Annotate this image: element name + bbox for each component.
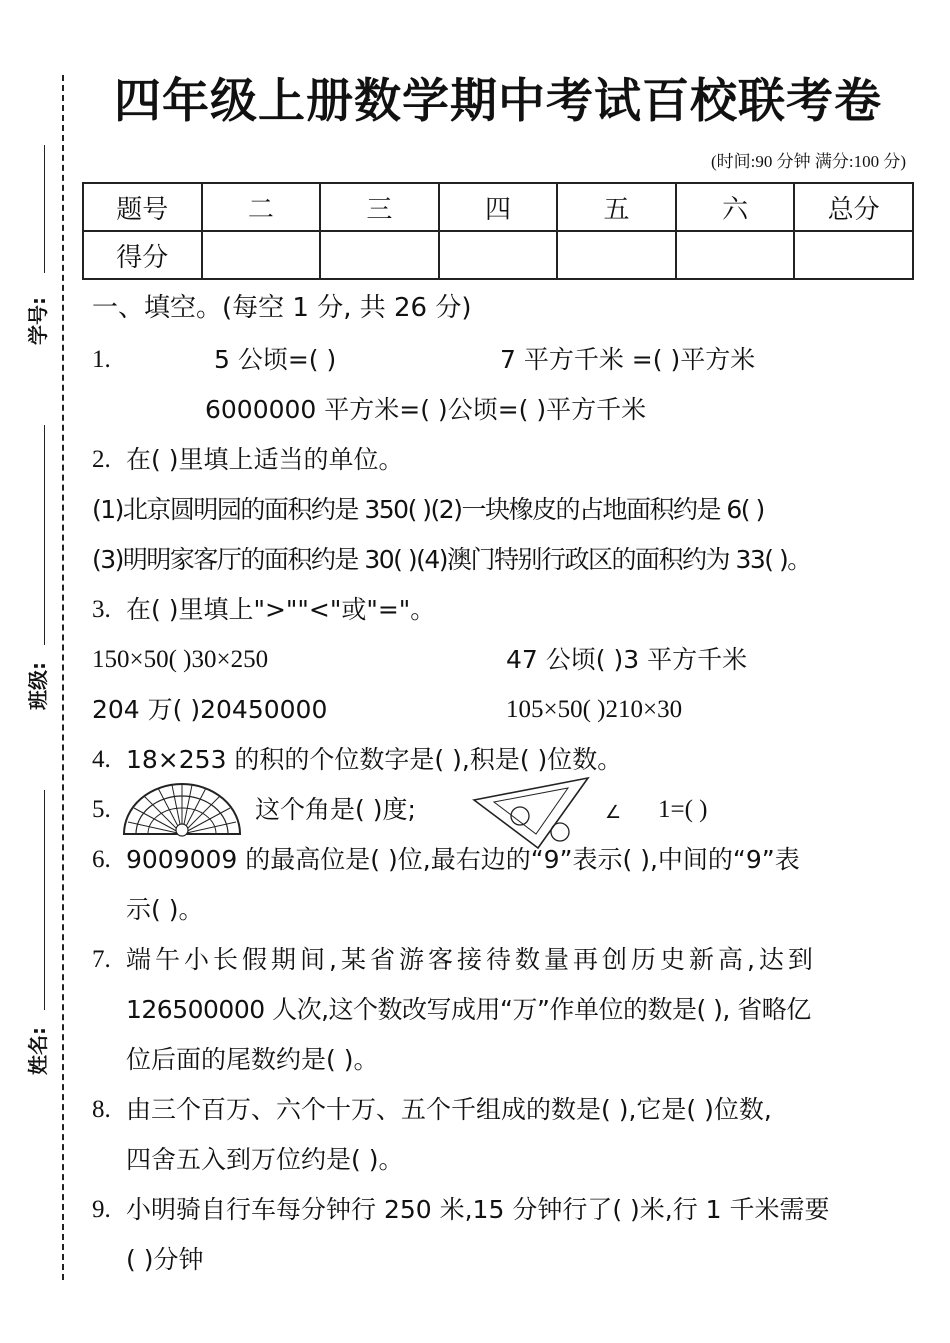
score-input-cell[interactable] (320, 231, 439, 279)
question-number: 4. (92, 746, 111, 773)
score-input-cell[interactable] (202, 231, 321, 279)
score-cell: 六 (676, 183, 795, 231)
q9-line-2: ( )分钟 (126, 1245, 204, 1274)
q7-line-3: 位后面的尾数约是( )。 (126, 1045, 379, 1074)
score-input-cell[interactable] (794, 231, 913, 279)
score-cell: 题号 (83, 183, 202, 231)
q1-part-a: 5 公顷=( ) (214, 345, 337, 374)
q3-compare-a: 150×50( )30×250 (92, 646, 269, 673)
page-title: 四年级上册数学期中考试百校联考卷 (114, 74, 882, 129)
score-cell: 三 (320, 183, 439, 231)
q6-line-1: 9009009 的最高位是( )位,最右边的“9”表示( ),中间的“9”表 (126, 845, 800, 874)
name-line (44, 790, 45, 1010)
class-line (44, 425, 45, 645)
q9-line-1: 小明骑自行车每分钟行 250 米,15 分钟行了( )米,行 1 千米需要 (126, 1195, 830, 1224)
question-number: 2. (92, 446, 111, 473)
time-info: (时间:90 分钟 满分:100 分) (710, 152, 906, 171)
q8-line-1: 由三个百万、六个十万、五个千组成的数是( ),它是( )位数, (126, 1095, 772, 1124)
section-heading: 一、填空。(每空 1 分, 共 26 分) (92, 293, 472, 323)
score-cell: 总分 (794, 183, 913, 231)
q2-stem: 在( )里填上适当的单位。 (126, 445, 404, 474)
question-number: 3. (92, 596, 111, 623)
set-square-icon (472, 776, 592, 851)
question-number: 5. (92, 796, 111, 823)
q2-line-2: (3)明明家客厅的面积约是 30( )(4)澳门特别行政区的面积约为 33( )。 (92, 545, 811, 574)
q4-text: 18×253 的积的个位数字是( ),积是( )位数。 (126, 745, 623, 774)
binding-dashed-line (62, 75, 64, 1280)
q3-compare-b: 47 公顷( )3 平方千米 (506, 645, 748, 674)
q1-part-c: 6000000 平方米=( )公顷=( )平方千米 (205, 395, 647, 424)
q3-stem: 在( )里填上">""<"或"="。 (126, 595, 436, 624)
angle-symbol: ∠ (605, 802, 622, 823)
class-label: 班级: (26, 662, 50, 710)
score-cell: 得分 (83, 231, 202, 279)
student-no-line (44, 145, 45, 273)
score-table (82, 182, 914, 280)
q5-part-a: 这个角是( )度; (255, 795, 416, 824)
protractor-icon (120, 778, 245, 838)
student-no-label: 学号: (26, 297, 50, 345)
score-input-cell[interactable] (439, 231, 558, 279)
q7-line-1: 端午小长假期间,某省游客接待数量再创历史新高,达到 (126, 945, 817, 974)
q3-compare-d: 105×50( )210×30 (506, 696, 683, 723)
score-cell: 二 (202, 183, 321, 231)
question-number: 8. (92, 1096, 111, 1123)
question-number: 9. (92, 1196, 111, 1223)
question-number: 1. (92, 346, 111, 373)
score-table-header-row (83, 183, 913, 231)
score-input-cell[interactable] (676, 231, 795, 279)
q8-line-2: 四舍五入到万位约是( )。 (126, 1145, 404, 1174)
q3-compare-c: 204 万( )20450000 (92, 695, 328, 724)
q2-line-1: (1)北京圆明园的面积约是 350( )(2)一块橡皮的占地面积约是 6( ) (92, 495, 764, 524)
question-number: 7. (92, 946, 111, 973)
q5-part-b: 1=( ) (658, 796, 708, 823)
score-cell: 四 (439, 183, 558, 231)
score-input-cell[interactable] (557, 231, 676, 279)
score-table-score-row (83, 231, 913, 279)
q7-line-2: 126500000 人次,这个数改写成用“万”作单位的数是( ), 省略亿 (126, 995, 811, 1024)
q6-line-2: 示( )。 (126, 895, 204, 924)
score-cell: 五 (557, 183, 676, 231)
name-label: 姓名: (26, 1027, 50, 1075)
q1-part-b: 7 平方千米 =( )平方米 (500, 345, 756, 374)
question-number: 6. (92, 846, 111, 873)
